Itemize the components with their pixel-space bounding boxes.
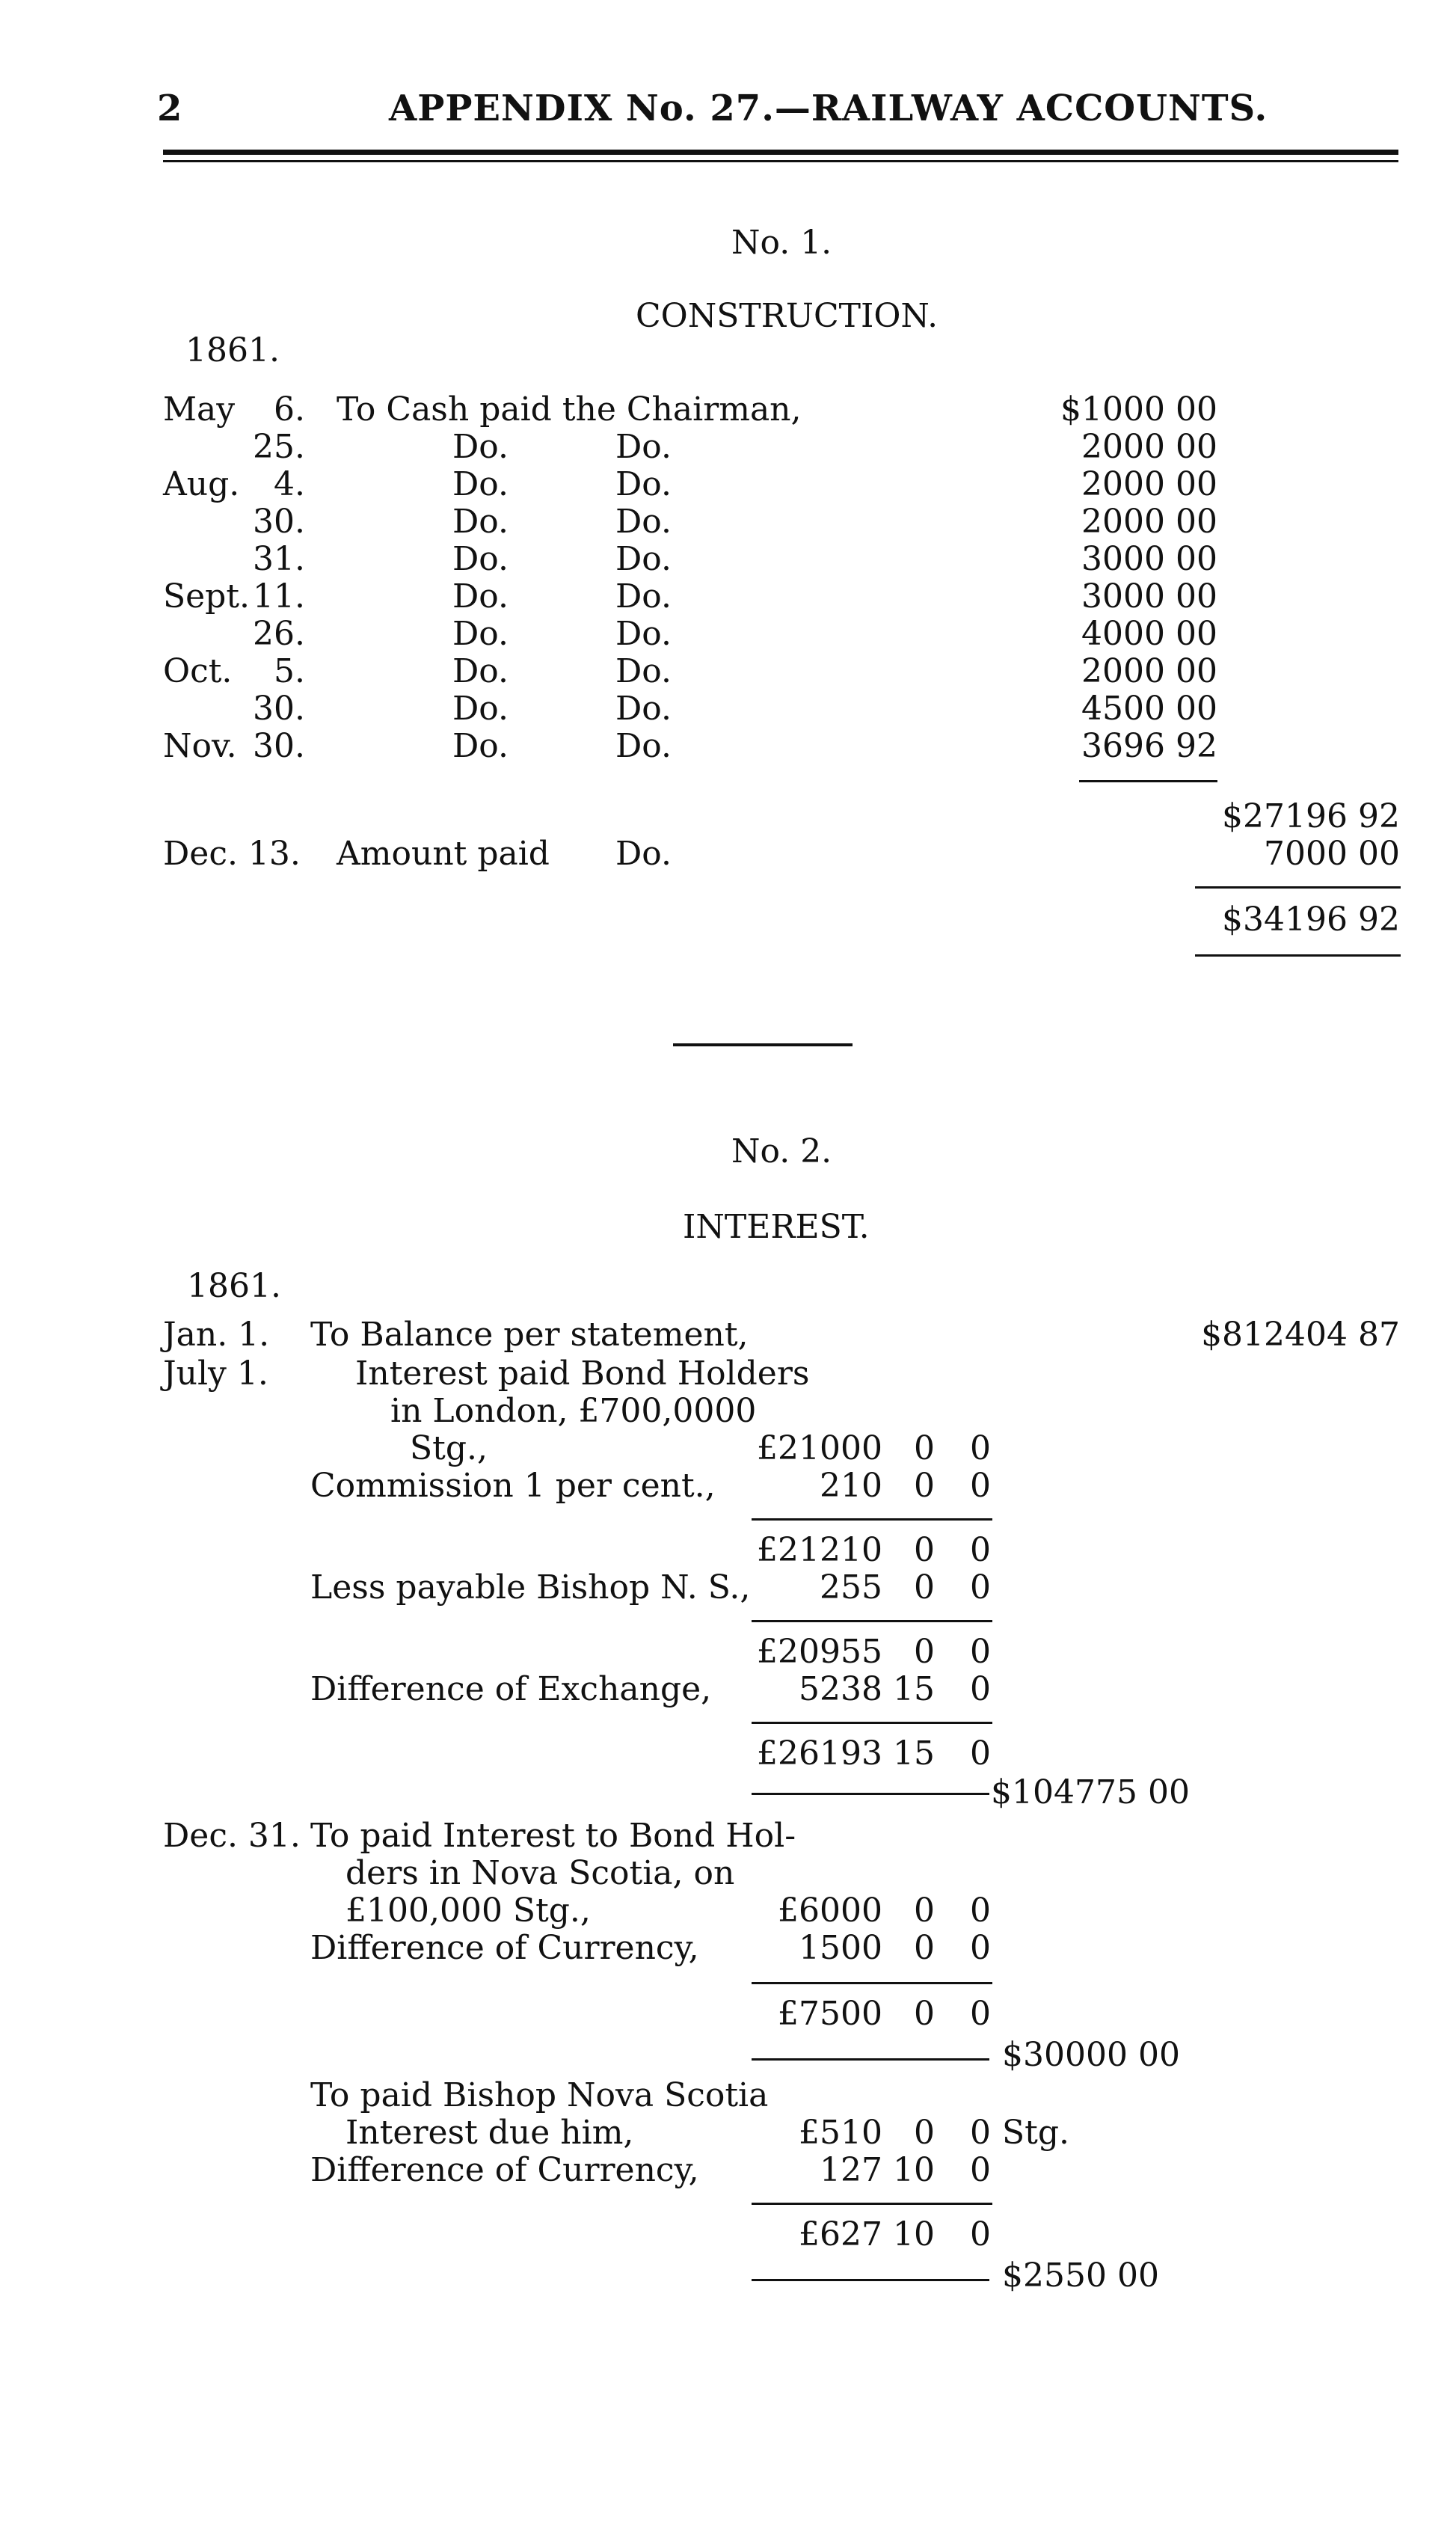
page-number: 2 — [157, 88, 183, 129]
header-rule-thick — [163, 150, 1398, 155]
row-desc: Do. — [452, 615, 509, 653]
row-amount: 2000 00 — [1081, 428, 1217, 466]
l5-pounds: £20955 — [757, 1633, 882, 1671]
row-amount: 2000 00 — [1081, 503, 1217, 541]
l5-pence: 0 — [970, 1633, 991, 1671]
header-rule-thin — [163, 160, 1398, 162]
row-ditto: Do. — [615, 727, 672, 765]
section1-number: No. 1. — [731, 224, 832, 262]
bishop-desc-1: To paid Bishop Nova Scotia — [310, 2076, 769, 2114]
row-day: 25. — [253, 428, 305, 466]
row-desc: Do. — [452, 503, 509, 541]
l9-pounds: 1500 — [799, 1929, 882, 1967]
l4-pence: 0 — [970, 1568, 991, 1607]
row-amount: 2000 00 — [1081, 652, 1217, 690]
l2-shillings: 0 — [914, 1467, 935, 1505]
row-month: Aug. — [163, 465, 240, 503]
july-date: July 1. — [163, 1354, 268, 1393]
row-amount: 2000 00 — [1081, 465, 1217, 503]
row-ditto: Do. — [615, 503, 672, 541]
total-a: $104775 00 — [991, 1773, 1190, 1811]
l-rule-5 — [752, 2203, 992, 2205]
l12-pence: 0 — [970, 2151, 991, 2189]
section1-title: CONSTRUCTION. — [636, 297, 939, 335]
total-rule-top — [1195, 886, 1401, 889]
exchange-desc: Difference of Exchange, — [310, 1670, 712, 1708]
row-ditto: Do. — [615, 428, 672, 466]
l12-shillings: 10 — [893, 2151, 935, 2189]
row-day: 5. — [274, 652, 305, 690]
construction-total: $34196 92 — [1222, 901, 1400, 939]
dec-desc: Amount paid — [337, 835, 550, 873]
row-desc: Do. — [452, 577, 509, 616]
row-day: 11. — [253, 577, 305, 616]
l12-pounds: 127 — [820, 2151, 882, 2189]
page-header-title: APPENDIX No. 27.—RAILWAY ACCOUNTS. — [389, 88, 1268, 129]
row-day: 30. — [253, 503, 305, 541]
total-b-rule — [752, 2058, 989, 2061]
l3-pence: 0 — [970, 1531, 991, 1569]
l1-pence: 0 — [970, 1429, 991, 1467]
row-day: 31. — [253, 540, 305, 578]
l7-shillings: 15 — [893, 1734, 935, 1773]
l3-shillings: 0 — [914, 1531, 935, 1569]
row-ditto: Do. — [615, 690, 672, 728]
jan-amount: $812404 87 — [1201, 1316, 1400, 1354]
l8-pence: 0 — [970, 1892, 991, 1930]
dec31-desc-3: £100,000 Stg., — [345, 1892, 591, 1930]
currency-desc-2: Difference of Currency, — [310, 2151, 699, 2189]
row-ditto: Do. — [615, 465, 672, 503]
dec31-date: Dec. 31. — [163, 1817, 301, 1855]
row-month: May — [163, 390, 236, 429]
l13-pence: 0 — [970, 2215, 991, 2253]
l11-pounds: £510 — [799, 2114, 882, 2152]
total-rule-bottom — [1195, 954, 1401, 957]
row-month: Oct. — [163, 652, 233, 690]
row-ditto: Do. — [615, 540, 672, 578]
l8-pounds: £6000 — [778, 1892, 882, 1930]
total-a-rule — [752, 1793, 989, 1795]
l6-shillings: 15 — [893, 1670, 935, 1708]
july-desc-2: in London, £700,0000 — [390, 1392, 757, 1430]
section2-number: No. 2. — [731, 1132, 832, 1171]
row-amount: 3696 92 — [1081, 727, 1217, 765]
row-desc: Do. — [452, 727, 509, 765]
row-desc: Do. — [452, 465, 509, 503]
row-desc: To Cash paid the Chairman, — [337, 390, 802, 429]
dec-date: Dec. 13. — [163, 835, 301, 873]
l-rule-3 — [752, 1722, 992, 1724]
l-rule-4 — [752, 1982, 992, 1984]
row-desc: Do. — [452, 540, 509, 578]
row-ditto: Do. — [615, 615, 672, 653]
currency-desc-1: Difference of Currency, — [310, 1929, 699, 1967]
row-day: 6. — [274, 390, 305, 429]
l9-pence: 0 — [970, 1929, 991, 1967]
l10-shillings: 0 — [914, 1995, 935, 2033]
row-month: Nov. — [163, 727, 237, 765]
l7-pence: 0 — [970, 1734, 991, 1773]
dec31-desc-1: To paid Interest to Bond Hol- — [310, 1817, 796, 1855]
section-divider — [673, 1043, 853, 1046]
l6-pence: 0 — [970, 1670, 991, 1708]
jan-desc: To Balance per statement, — [310, 1316, 749, 1354]
row-ditto: Do. — [615, 652, 672, 690]
l13-pounds: £627 — [799, 2215, 882, 2253]
l6-pounds: 5238 — [799, 1670, 882, 1708]
l10-pounds: £7500 — [778, 1995, 882, 2033]
section2-year: 1861. — [187, 1267, 281, 1305]
row-amount: 4500 00 — [1081, 690, 1217, 728]
l7-pounds: £26193 — [757, 1734, 882, 1773]
l2-pence: 0 — [970, 1467, 991, 1505]
row-day: 26. — [253, 615, 305, 653]
row-day: 30. — [253, 727, 305, 765]
row-day: 4. — [274, 465, 305, 503]
total-c: $2550 00 — [1002, 2256, 1159, 2295]
l-rule-2 — [752, 1620, 992, 1622]
bishop-desc-2: Interest due him, — [345, 2114, 634, 2152]
l13-shillings: 10 — [893, 2215, 935, 2253]
l11-pence: 0 — [970, 2114, 991, 2152]
commission-desc: Commission 1 per cent., — [310, 1467, 716, 1505]
dec-amount: 7000 00 — [1264, 835, 1400, 873]
construction-subtotal: $27196 92 — [1222, 797, 1400, 835]
stg-label: Stg. — [1002, 2114, 1069, 2152]
row-amount: 3000 00 — [1081, 577, 1217, 616]
less-desc: Less payable Bishop N. S., — [310, 1568, 751, 1607]
l1-pounds: £21000 — [757, 1429, 882, 1467]
l4-shillings: 0 — [914, 1568, 935, 1607]
row-ditto: Do. — [615, 577, 672, 616]
section2-title: INTEREST. — [683, 1208, 870, 1246]
july-desc-3: Stg., — [410, 1429, 488, 1467]
l10-pence: 0 — [970, 1995, 991, 2033]
july-desc-1: Interest paid Bond Holders — [355, 1354, 810, 1393]
row-desc: Do. — [452, 428, 509, 466]
total-c-rule — [752, 2279, 989, 2281]
l-rule-1 — [752, 1518, 992, 1521]
dec-ditto: Do. — [615, 835, 672, 873]
l4-pounds: 255 — [820, 1568, 882, 1607]
l8-shillings: 0 — [914, 1892, 935, 1930]
row-desc: Do. — [452, 690, 509, 728]
row-month: Sept. — [163, 577, 251, 616]
l9-shillings: 0 — [914, 1929, 935, 1967]
section1-year: 1861. — [185, 331, 280, 369]
dec31-desc-2: ders in Nova Scotia, on — [345, 1854, 735, 1892]
row-amount: 3000 00 — [1081, 540, 1217, 578]
row-day: 30. — [253, 690, 305, 728]
total-b: $30000 00 — [1002, 2036, 1180, 2074]
l5-shillings: 0 — [914, 1633, 935, 1671]
l2-pounds: 210 — [820, 1467, 882, 1505]
jan-date: Jan. 1. — [163, 1316, 270, 1354]
row-amount: $1000 00 — [1060, 390, 1217, 429]
l1-shillings: 0 — [914, 1429, 935, 1467]
row-amount: 4000 00 — [1081, 615, 1217, 653]
l11-shillings: 0 — [914, 2114, 935, 2152]
subtotal-rule — [1079, 780, 1217, 782]
row-desc: Do. — [452, 652, 509, 690]
l3-pounds: £21210 — [757, 1531, 882, 1569]
